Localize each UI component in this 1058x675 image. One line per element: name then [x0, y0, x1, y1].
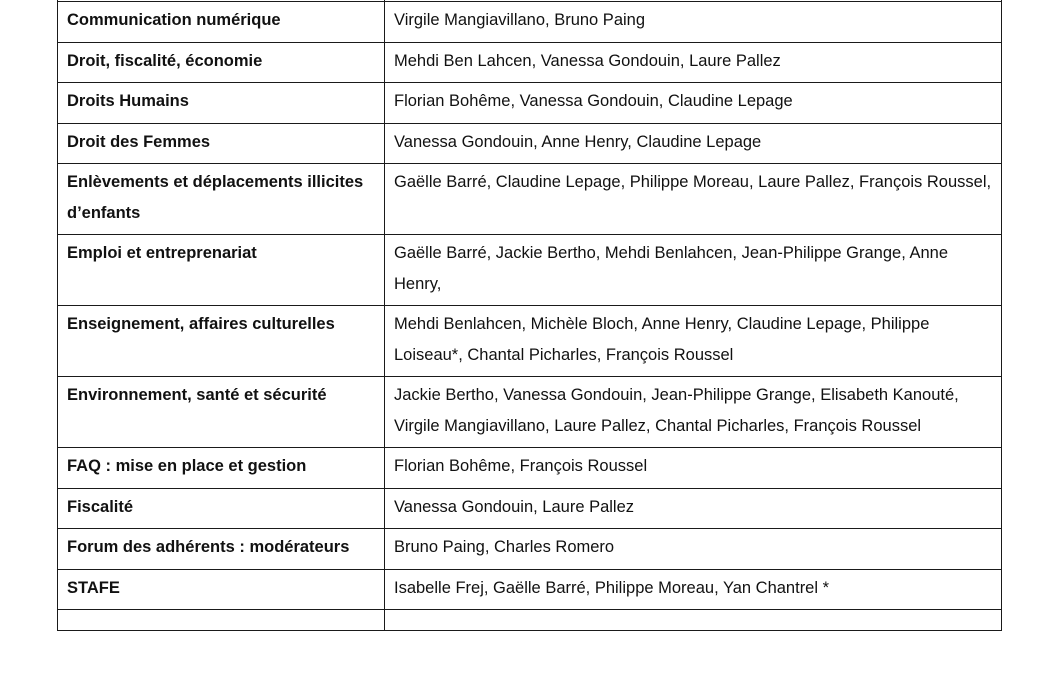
- topic-cell: FAQ : mise en place et gestion: [58, 448, 385, 489]
- members-cell: Florian Bohême, Vanessa Gondouin, Claudine Lepage: [385, 83, 1002, 124]
- table-row: [58, 377, 1002, 448]
- table-row-partial-bottom: [58, 610, 1002, 631]
- topic-cell: Enlèvements et déplacements illicites d’enfants: [58, 164, 385, 235]
- table-row: [58, 306, 1002, 377]
- topic-cell: Enseignement, affaires culturelles: [58, 306, 385, 377]
- table-row: [58, 448, 1002, 489]
- topic-cell: Emploi et entreprenariat: [58, 235, 385, 306]
- topic-cell: Droit, fiscalité, économie: [58, 42, 385, 83]
- topic-cell: Droit des Femmes: [58, 123, 385, 164]
- table-row: [58, 2, 1002, 43]
- table-row: [58, 569, 1002, 610]
- members-cell: Bruno Paing, Charles Romero: [385, 529, 1002, 570]
- members-cell: Isabelle Frej, Gaëlle Barré, Philippe Moreau, Yan Chantrel *: [385, 569, 1002, 610]
- topic-cell: Fiscalité: [58, 488, 385, 529]
- table-row: [58, 123, 1002, 164]
- members-cell: Mehdi Ben Lahcen, Vanessa Gondouin, Laure Pallez: [385, 42, 1002, 83]
- table-row: [58, 529, 1002, 570]
- committee-table-container: [57, 0, 1001, 631]
- members-cell: Gaëlle Barré, Claudine Lepage, Philippe Moreau, Laure Pallez, François Roussel,: [385, 164, 1002, 235]
- topic-cell: Environnement, santé et sécurité: [58, 377, 385, 448]
- table-row: [58, 83, 1002, 124]
- table-row: [58, 164, 1002, 235]
- topic-cell: STAFE: [58, 569, 385, 610]
- members-cell: Florian Bohême, François Roussel: [385, 448, 1002, 489]
- members-cell: Jackie Bertho, Vanessa Gondouin, Jean-Philippe Grange, Elisabeth Kanouté, Virgile Mangiavillano, Laure Pallez, Chantal Picharles, François Roussel: [385, 377, 1002, 448]
- members-cell: Vanessa Gondouin, Anne Henry, Claudine Lepage: [385, 123, 1002, 164]
- table-row: [58, 235, 1002, 306]
- table-cell-empty: [58, 610, 385, 631]
- topic-cell: Droits Humains: [58, 83, 385, 124]
- members-cell: Mehdi Benlahcen, Michèle Bloch, Anne Henry, Claudine Lepage, Philippe Loiseau*, Chantal Picharles, François Roussel: [385, 306, 1002, 377]
- members-cell: Vanessa Gondouin, Laure Pallez: [385, 488, 1002, 529]
- table-row: [58, 42, 1002, 83]
- topic-cell: Forum des adhérents : modérateurs: [58, 529, 385, 570]
- table-cell-empty: [385, 610, 1002, 631]
- members-cell: Gaëlle Barré, Jackie Bertho, Mehdi Benlahcen, Jean-Philippe Grange, Anne Henry,: [385, 235, 1002, 306]
- members-cell: Virgile Mangiavillano, Bruno Paing: [385, 2, 1002, 43]
- table-row: [58, 488, 1002, 529]
- topic-cell: Communication numérique: [58, 2, 385, 43]
- committee-members-table: [57, 0, 1002, 631]
